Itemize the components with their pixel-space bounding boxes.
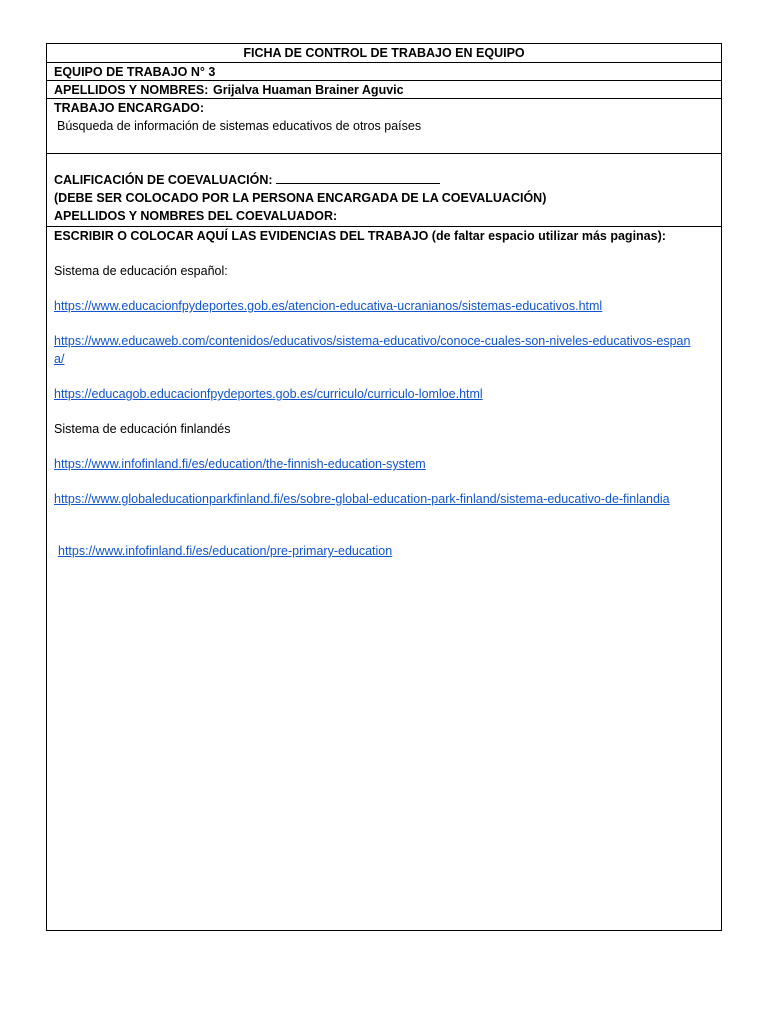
evidence-section xyxy=(47,227,721,560)
finland-link-3[interactable]: https://www.infofinland.fi/es/education/pre-primary-education xyxy=(58,544,393,558)
coevaluation-note: (DEBE SER COLOCADO POR LA PERSONA ENCARGADA DE LA COEVALUACIÓN) xyxy=(54,191,547,205)
task-description: Búsqueda de información de sistemas educativos de otros países xyxy=(57,119,422,133)
task-label: TRABAJO ENCARGADO: xyxy=(54,101,204,115)
task-section xyxy=(47,99,721,154)
spain-link-1[interactable]: https://www.educacionfpydeportes.gob.es/atencion-educativa-ucranianos/sistemas-educativos.html xyxy=(54,299,603,313)
names-row xyxy=(47,81,721,99)
spain-link-3[interactable]: https://educagob.educacionfpydeportes.gob.es/curriculo/curriculo-lomloe.html xyxy=(54,387,483,401)
team-number: EQUIPO DE TRABAJO N° 3 xyxy=(47,63,721,81)
finland-heading: Sistema de educación finlandés xyxy=(54,422,231,436)
evidence-label: ESCRIBIR O COLOCAR AQUÍ LAS EVIDENCIAS DEL TRABAJO (de faltar espacio utilizar más paginas): xyxy=(54,229,666,243)
grade-blank-field[interactable] xyxy=(276,170,440,184)
finland-link-1[interactable]: https://www.infofinland.fi/es/education/the-finnish-education-system xyxy=(54,457,426,471)
names-value: Grijalva Huaman Brainer Aguvic xyxy=(213,83,404,97)
coevaluation-grade-line xyxy=(54,170,714,189)
spain-link-2[interactable]: https://www.educaweb.com/contenidos/educativos/sistema-educativo/conoce-cuales-son-niveles-educativos-espana/ xyxy=(54,334,691,366)
coevaluation-label: CALIFICACIÓN DE COEVALUACIÓN: xyxy=(54,173,273,187)
names-label: APELLIDOS Y NOMBRES: xyxy=(54,83,209,97)
spain-heading: Sistema de educación español: xyxy=(54,264,228,278)
coevaluation-section xyxy=(47,154,721,227)
finland-link-2[interactable]: https://www.globaleducationparkfinland.fi/es/sobre-global-education-park-finland/sistema-educativo-de-finlandia xyxy=(54,492,670,506)
coevaluator-label: APELLIDOS Y NOMBRES DEL COEVALUADOR: xyxy=(54,209,338,223)
form-title: FICHA DE CONTROL DE TRABAJO EN EQUIPO xyxy=(47,44,721,63)
control-form xyxy=(46,43,722,931)
